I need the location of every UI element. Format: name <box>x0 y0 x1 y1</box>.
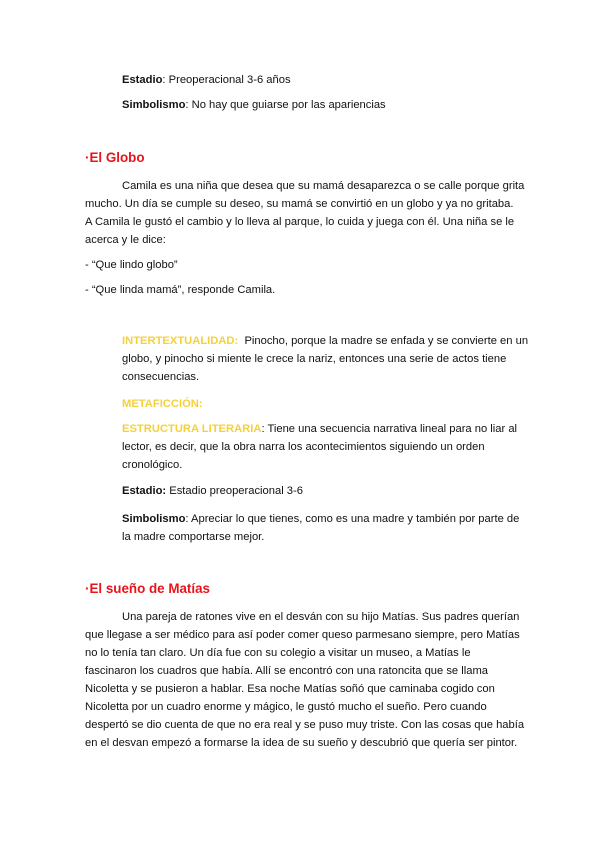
simbolismo-line <box>122 512 519 526</box>
estructura-text: : Tiene una secuencia narrativa lineal para no liar al <box>261 423 518 435</box>
section-title-matias: ·El sueño de Matías <box>85 581 211 596</box>
dialog-line: - “Que lindo globo” <box>85 259 178 271</box>
paragraph-line: A Camila le gustó el cambio y lo lleva al parque, lo cuida y juega con él. Una niña se le <box>85 216 515 228</box>
estadio-label: Estadio <box>122 74 163 86</box>
estructura-line: cronológico. <box>122 459 183 471</box>
simbolismo-line: la madre comportarse mejor. <box>122 531 265 543</box>
paragraph-line: Nicoletta por un cuadro enorme y mágico, le gustó mucho el sueño. Pero cuando <box>85 701 487 713</box>
simbolismo-line <box>122 98 386 112</box>
estructura-line: lector, es decir, que la obra narra los acontecimientos siguiendo un orden <box>122 441 485 453</box>
simbolismo-label: Simbolismo <box>122 99 186 111</box>
intertextualidad-line <box>122 334 528 348</box>
section-title-globo: ·El Globo <box>85 150 145 165</box>
paragraph-line: que llegase a ser médico para así poder comer queso parmesano siempre, pero Matías <box>85 629 520 641</box>
estructura-label: ESTRUCTURA LITERARIA <box>122 423 262 435</box>
estadio-label: Estadio: <box>122 485 167 497</box>
paragraph-line: en el desvan empezó a formarse la idea de su sueño y descubrió que quería ser pintor. <box>85 737 518 749</box>
metaficcion-label: METAFICCIÓN: <box>122 398 203 410</box>
dialog-line: - “Que linda mamá”, responde Camila. <box>85 284 276 296</box>
paragraph-line: despertó se dio cuenta de que no era real y se puso muy triste. Con las cosas que había <box>85 719 525 731</box>
intertextualidad-text: Pinocho, porque la madre se enfada y se convierte en un <box>244 335 529 347</box>
estadio-value: : Preoperacional 3-6 años <box>162 74 291 86</box>
intertextualidad-line: globo, y pinocho si miente le crece la nariz, entonces una serie de actos tiene <box>122 353 507 365</box>
paragraph-line: acerca y le dice: <box>85 234 166 246</box>
paragraph-line: Nicoletta y se pusieron a hablar. Esa noche Matías soñó que caminaba cogido con <box>85 683 495 695</box>
paragraph-line: fascinaron los cuadros que había. Allí se encontró con una ratoncita que se llama <box>85 665 489 677</box>
intertextualidad-label: INTERTEXTUALIDAD: <box>122 335 239 347</box>
simbolismo-text: : Apreciar lo que tienes, como es una madre y también por parte de <box>185 513 520 525</box>
simbolismo-label: Simbolismo <box>122 513 186 525</box>
estadio-value: Estadio preoperacional 3-6 <box>166 485 303 497</box>
simbolismo-value: : No hay que guiarse por las apariencias <box>185 99 386 111</box>
estadio-line <box>122 484 303 498</box>
paragraph-line: mucho. Un día se cumple su deseo, su mamá se convirtió en un globo y ya no gritaba. <box>85 198 514 210</box>
paragraph-line: Camila es una niña que desea que su mamá desaparezca o se calle porque grita <box>122 180 525 192</box>
estructura-line <box>122 422 517 436</box>
estadio-line <box>122 73 291 87</box>
paragraph-line: no lo tenía tan claro. Un día fue con su colegio a visitar un museo, a Matías le <box>85 647 471 659</box>
paragraph-line: Una pareja de ratones vive en el desván con su hijo Matías. Sus padres querían <box>122 611 520 623</box>
intertextualidad-line: consecuencias. <box>122 371 200 383</box>
